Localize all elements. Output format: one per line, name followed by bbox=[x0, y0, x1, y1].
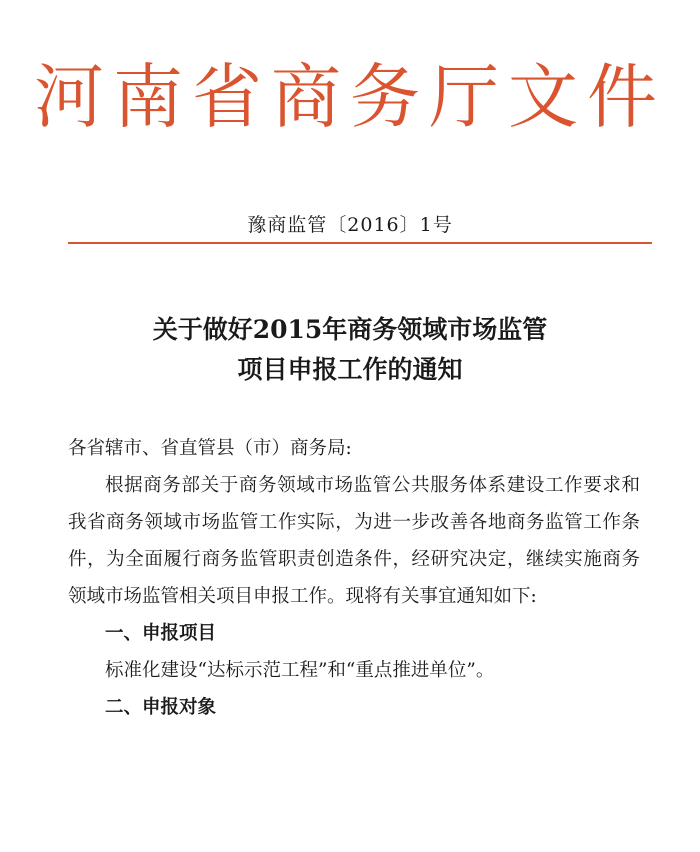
notice-title-line-2: 项目申报工作的通知 bbox=[237, 355, 463, 384]
section-text-1: 标准化建设“达标示范工程”和“重点推进单位”。 bbox=[105, 660, 495, 681]
body-paragraph: 根据商务部关于商务领域市场监管公共服务体系建设工作要求和我省商务领域市场监管工作实际，为进一步改善各地商务监管工作条件，为全面履行商务监管职责创造条件，经研究决定，继续实施商务领域市场监管相关项目申报工作。现将有关事宜通知如下: bbox=[68, 475, 640, 607]
section-heading-2: 二、申报对象 bbox=[105, 697, 217, 718]
notice-title-line-1: 关于做好2015年商务领域市场监管 bbox=[152, 315, 548, 344]
masthead-title: 河南省商务厅文件 bbox=[34, 56, 666, 138]
section-heading-1: 一、申报项目 bbox=[105, 623, 217, 644]
salutation: 各省辖市、省直管县（市）商务局: bbox=[68, 438, 352, 459]
document-number: 豫商监管〔2016〕1号 bbox=[247, 214, 453, 236]
notice-body bbox=[68, 430, 640, 726]
red-divider-line bbox=[68, 242, 652, 244]
notice-title bbox=[0, 310, 700, 390]
